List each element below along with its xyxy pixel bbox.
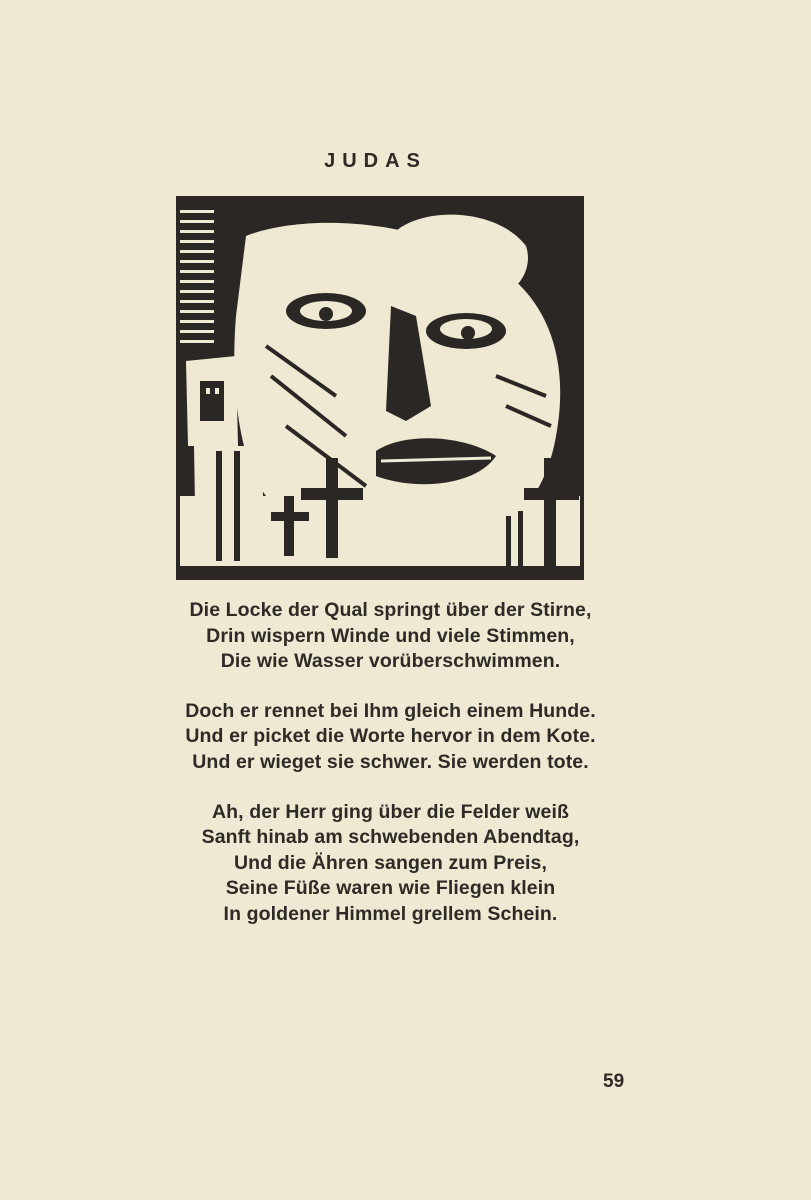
stanza-2 — [0, 699, 781, 776]
verse-line: Und die Ähren sangen zum Preis, — [234, 851, 547, 874]
poem-title: JUDAS — [324, 150, 427, 172]
woodcut-illustration — [176, 196, 584, 580]
verse-line: Doch er rennet bei Ihm gleich einem Hunde. — [185, 699, 596, 722]
verse-line: In goldener Himmel grellem Schein. — [223, 902, 558, 925]
verse-line: Und er picket die Worte hervor in dem Kote. — [185, 725, 596, 748]
verse-line: Drin wispern Winde und viele Stimmen, — [206, 624, 575, 647]
poem-body — [0, 598, 781, 952]
verse-line: Ah, der Herr ging über die Felder weiß — [211, 800, 570, 823]
verse-line: Die Locke der Qual springt über der Stirne, — [189, 599, 592, 621]
verse-line: Und er wieget sie schwer. Sie werden tote. — [192, 750, 589, 773]
stanza-3 — [0, 800, 781, 928]
stanza-1 — [0, 598, 781, 675]
verse-line: Seine Füße waren wie Fliegen klein — [225, 877, 556, 900]
verse-line: Die wie Wasser vorüberschwimmen. — [220, 650, 561, 673]
page-number: 59 — [603, 1071, 625, 1092]
verse-line: Sanft hinab am schwebenden Abendtag, — [201, 826, 580, 849]
